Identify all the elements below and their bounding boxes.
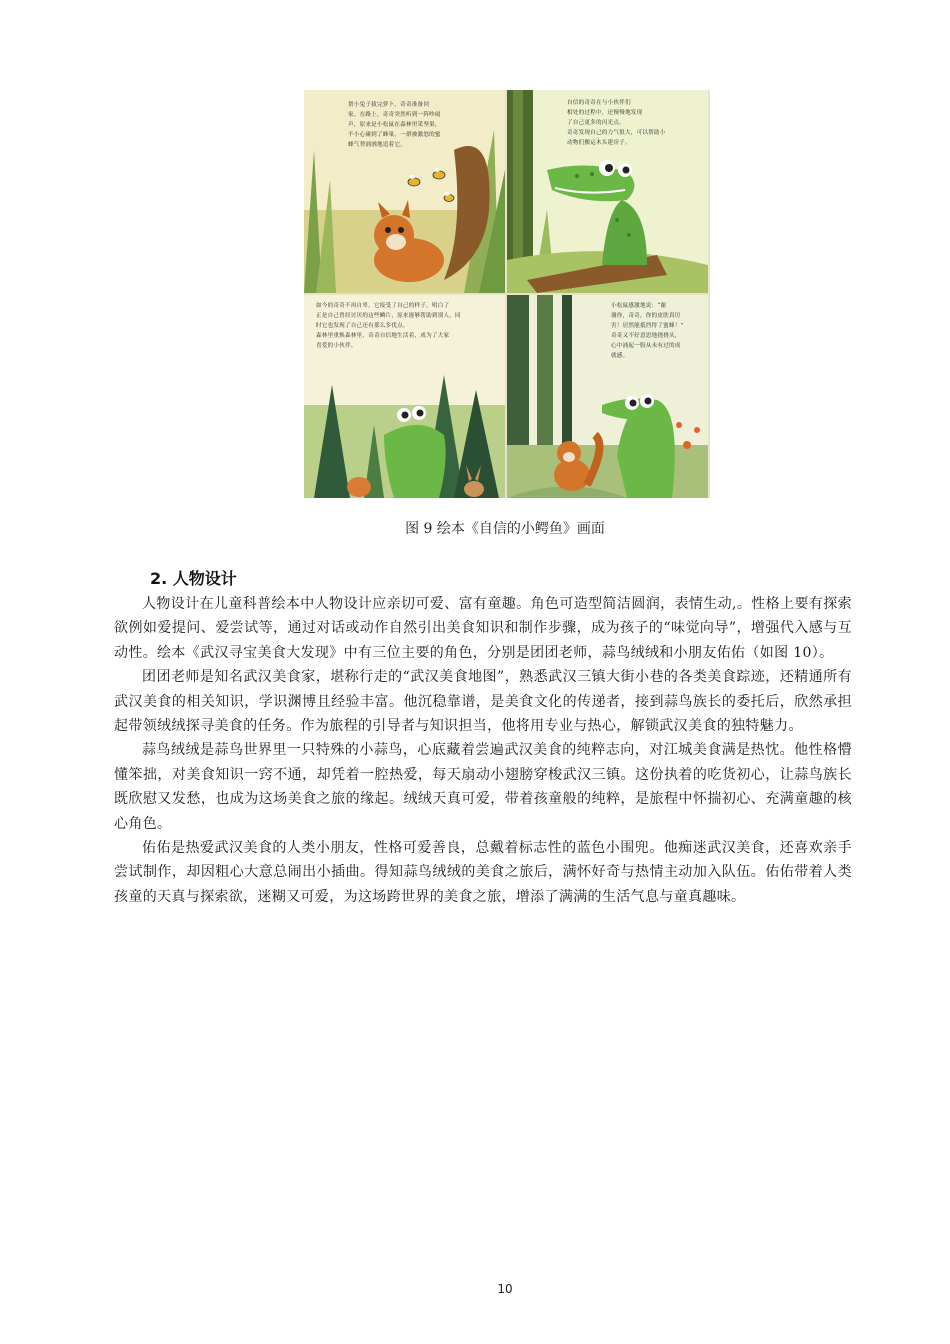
section-body [114, 592, 852, 909]
section-heading: 2. 人物设计 [150, 569, 237, 588]
panel-crocodile-log [507, 90, 708, 293]
paragraph-suanniao-rongrong: 蒜鸟绒绒是蒜鸟世界里一只特殊的小蒜鸟，心底藏着尝遍武汉美食的纯粹志向，对江城美食满是热忱。他性格懵懂笨拙，对美食知识一窍不通，却凭着一腔热爱，每天扇动小翅膀穿梭武汉三镇。这份执着的吃货初心，让蒜鸟族长既欣慰又发愁，也成为这场美食之旅的缘起。绒绒天真可爱，带着孩童般的纯粹，是旅程中怀揣初心、充满童趣的核心角色。 [114, 742, 852, 832]
panel-text: 帮小兔子拔完萝卜，奇奇准备回 家。在路上，奇奇突然听到一阵吵闹 声，原来是小松鼠在森林里采坚果， 不小心碰到了蜂巢，一群被激怒的蜜 蜂气势汹汹地追着它。 [348, 102, 441, 148]
page-number: 10 [497, 1282, 513, 1296]
paragraph-teacher-tuantuan: 团团老师是知名武汉美食家，堪称行走的“武汉美食地图”，熟悉武汉三镇大街小巷的各类美食踪迹，还精通所有武汉美食的相关知识，学识渊博且经验丰富。他沉稳靠谱，是美食文化的传递者，接到蒜鸟族长的委托后，欣然承担起带领绒绒探寻美食的任务。作为旅程的引导者与知识担当，他将用专业与热心，解锁武汉美食的独特魅力。 [114, 669, 852, 735]
panel-crocodile-squirrel [507, 295, 708, 498]
panel-text: 如今的奇奇不再自卑，它接受了自己的样子，明白了 正是自己曾经讨厌的这些鳞片，原来能够帮助到别人，同 时它也发现了自己还有那么多优点。 森林里重焕森林里，奇奇自信地生活着，成为了大家 喜爱的小伙伴。 [316, 303, 461, 349]
panel-text: 自信的奇奇在与小伙伴们 相处的过程中，还慢慢地发现 了自己更多的闪光点。 奇奇发现自己的力气很大，可以帮助小 动物们搬运木头建房子。 [567, 100, 666, 146]
panel-squirrel-bees [304, 90, 505, 293]
panel-text: 小松鼠感激地说：“谢 谢你，奇奇，你的皮肤真厉 害！居然能抵挡得了蜜蜂！” 奇奇又不好意思地挠挠头， 心中涌起一股从未有过的成 就感。 [611, 303, 684, 359]
paragraph-youyou: 佑佑是热爱武汉美食的人类小朋友，性格可爱善良，总戴着标志性的蓝色小围兜。他痴迷武汉美食，还喜欢亲手尝试制作，却因粗心大意总闹出小插曲。得知蒜鸟绒绒的美食之旅后，满怀好奇与热情主动加入队伍。佑佑带着人类孩童的天真与探索欲，迷糊又可爱，为这场跨世界的美食之旅，增添了满满的生活气息与童真趣味。 [114, 840, 852, 905]
paragraph-intro: 人物设计在儿童科普绘本中人物设计应亲切可爱、富有童趣。角色可造型简洁圆润，表情生动,。性格上要有探索欲例如爱提问、爱尝试等，通过对话或动作自然引出美食知识和制作步骤，成为孩子的“味觉向导”，增强代入感与互动性。绘本《武汉寻宝美食大发现》中有三位主要的角色，分别是团团老师，蒜鸟绒绒和小朋友佑佑（如图 10）。 [114, 596, 852, 661]
panel-forest-friends [304, 295, 505, 498]
picture-book-figure [304, 90, 710, 498]
figure-caption: 图 9 绘本《自信的小鳄鱼》画面 [405, 521, 605, 537]
